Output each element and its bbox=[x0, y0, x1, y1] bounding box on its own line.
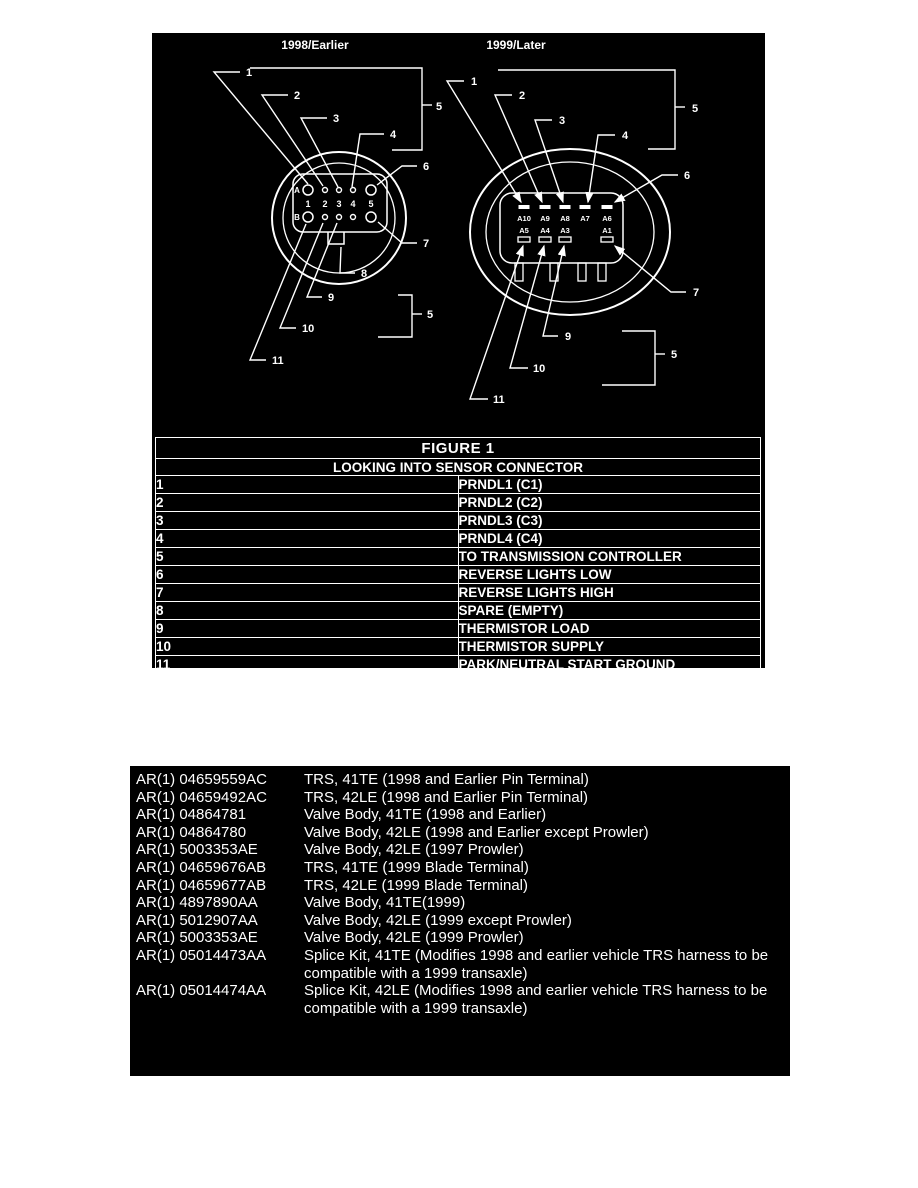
pin-number: 10 bbox=[156, 638, 459, 656]
callout-label: 1 bbox=[471, 76, 478, 88]
part-description: TRS, 41TE (1999 Blade Terminal) bbox=[304, 858, 529, 876]
pin-label: 2 bbox=[322, 199, 328, 209]
connector-diagrams bbox=[152, 33, 765, 437]
parts-list-row bbox=[130, 877, 790, 895]
table-row bbox=[156, 530, 761, 548]
part-number: AR(1) 05014473AA bbox=[136, 946, 267, 964]
parts-list-row bbox=[130, 789, 790, 807]
pin-description: THERMISTOR LOAD bbox=[458, 620, 761, 638]
callout-label: 4 bbox=[622, 130, 629, 142]
figure-title: FIGURE 1 bbox=[156, 438, 761, 459]
callout-label: 11 bbox=[272, 355, 284, 367]
pin-description: PRNDL2 (C2) bbox=[458, 494, 761, 512]
callout-label: 9 bbox=[328, 292, 335, 304]
parts-list-row bbox=[130, 982, 790, 1017]
bracket-5-top bbox=[498, 70, 675, 149]
table-row bbox=[156, 620, 761, 638]
pin-description: THERMISTOR SUPPLY bbox=[458, 638, 761, 656]
pin-label: 1 bbox=[305, 199, 311, 209]
pin-label: A4 bbox=[540, 226, 550, 235]
pin-description: REVERSE LIGHTS LOW bbox=[458, 566, 761, 584]
callout-label: 5 bbox=[671, 349, 678, 361]
figure-legend-table bbox=[155, 437, 761, 674]
blade-terminals-top bbox=[519, 205, 613, 209]
part-description: Splice Kit, 41TE (Modifies 1998 and earlier vehicle TRS harness to be compatible with a 1999 transaxle) bbox=[304, 946, 769, 982]
pin-label: A10 bbox=[517, 214, 531, 223]
part-number: AR(1) 05014474AA bbox=[136, 982, 267, 1000]
parts-list-row bbox=[130, 824, 790, 842]
pin-number: 3 bbox=[156, 512, 459, 530]
parts-list-row bbox=[130, 771, 790, 789]
table-row bbox=[156, 512, 761, 530]
housing-tabs bbox=[515, 263, 606, 281]
callout-label: 9 bbox=[565, 331, 572, 343]
pin-label: A9 bbox=[540, 214, 550, 223]
diagram-title-1998: 1998/Earlier bbox=[281, 38, 349, 52]
pin-label: B bbox=[294, 213, 300, 222]
part-description: TRS, 42LE (1998 and Earlier Pin Terminal) bbox=[304, 788, 589, 806]
blade-labels-bottom bbox=[519, 226, 612, 235]
callout-label: 10 bbox=[533, 363, 546, 375]
callout-numbers bbox=[471, 76, 699, 406]
part-description: Valve Body, 41TE (1998 and Earlier) bbox=[304, 806, 547, 824]
connector-figure-panel bbox=[152, 33, 765, 672]
parts-list-row bbox=[130, 947, 790, 982]
pin-label: 5 bbox=[368, 199, 374, 209]
pin-description: PARK/NEUTRAL START GROUND bbox=[458, 656, 761, 674]
part-description: Valve Body, 42LE (1997 Prowler) bbox=[304, 841, 524, 859]
pin-description: PRNDL4 (C4) bbox=[458, 530, 761, 548]
pin-number: 2 bbox=[156, 494, 459, 512]
pin-number: 11 bbox=[156, 656, 459, 674]
part-number: AR(1) 04659559AC bbox=[136, 771, 267, 788]
pin-label: 4 bbox=[350, 199, 356, 209]
pin-row-labels bbox=[294, 186, 373, 222]
parts-list-row bbox=[130, 841, 790, 859]
pin-label: A5 bbox=[519, 226, 529, 235]
callout-label: 10 bbox=[302, 323, 315, 335]
pin-description: PRNDL1 (C1) bbox=[458, 476, 761, 494]
callout-label: 2 bbox=[294, 90, 301, 102]
connector-1999-diagram bbox=[447, 38, 699, 406]
pin-label: A bbox=[294, 186, 300, 195]
connector-outer-ring bbox=[272, 152, 406, 284]
table-row bbox=[156, 656, 761, 674]
blade-labels-top bbox=[517, 214, 612, 223]
part-number: AR(1) 04659677AB bbox=[136, 876, 267, 894]
pin-description: REVERSE LIGHTS HIGH bbox=[458, 584, 761, 602]
callout-label: 3 bbox=[559, 115, 566, 127]
callout-label: 4 bbox=[390, 129, 397, 141]
pin-description: PRNDL3 (C3) bbox=[458, 512, 761, 530]
part-number: AR(1) 5003353AE bbox=[136, 929, 258, 947]
callout-label: 5 bbox=[436, 101, 443, 113]
callout-label: 2 bbox=[519, 90, 526, 102]
pin-number: 7 bbox=[156, 584, 459, 602]
part-description: Valve Body, 42LE (1999 Prowler) bbox=[304, 929, 524, 947]
table-row bbox=[156, 602, 761, 620]
pin-label: 3 bbox=[336, 199, 342, 209]
part-number: AR(1) 04659492AC bbox=[136, 788, 267, 806]
pin-number: 6 bbox=[156, 566, 459, 584]
callout-label: 5 bbox=[427, 309, 434, 321]
part-number: AR(1) 5012907AA bbox=[136, 911, 258, 929]
parts-list-row bbox=[130, 859, 790, 877]
table-row bbox=[156, 548, 761, 566]
callout-label: 7 bbox=[423, 238, 430, 250]
bracket-5-bottom bbox=[378, 295, 412, 337]
part-description: Splice Kit, 42LE (Modifies 1998 and earlier vehicle TRS harness to be compatible with a 1999 transaxle) bbox=[304, 982, 768, 1017]
callout-numbers bbox=[246, 67, 442, 367]
pin-number: 5 bbox=[156, 548, 459, 566]
bracket-5-bottom bbox=[602, 331, 655, 385]
part-description: TRS, 41TE (1998 and Earlier Pin Terminal) bbox=[304, 771, 589, 788]
parts-list-panel bbox=[130, 766, 790, 1076]
part-description: Valve Body, 42LE (1998 and Earlier except Prowler) bbox=[304, 823, 649, 841]
callout-label: 5 bbox=[692, 103, 699, 115]
pin-description: TO TRANSMISSION CONTROLLER bbox=[458, 548, 761, 566]
pin-number: 8 bbox=[156, 602, 459, 620]
parts-list-row bbox=[130, 912, 790, 930]
pin-label: A8 bbox=[560, 214, 570, 223]
part-description: Valve Body, 42LE (1999 except Prowler) bbox=[304, 911, 572, 929]
parts-list-row bbox=[130, 929, 790, 947]
table-row bbox=[156, 566, 761, 584]
part-description: TRS, 42LE (1999 Blade Terminal) bbox=[304, 876, 529, 894]
table-row bbox=[156, 584, 761, 602]
pin-number: 4 bbox=[156, 530, 459, 548]
part-number: AR(1) 04864781 bbox=[136, 806, 247, 824]
part-number: AR(1) 04659676AB bbox=[136, 858, 267, 876]
callout-label: 6 bbox=[684, 170, 691, 182]
part-description: Valve Body, 41TE(1999) bbox=[304, 894, 466, 912]
callout-label: 3 bbox=[333, 113, 340, 125]
callout-label: 11 bbox=[493, 394, 505, 406]
pin-label: A7 bbox=[580, 214, 590, 223]
table-row bbox=[156, 476, 761, 494]
part-number: AR(1) 04864780 bbox=[136, 823, 247, 841]
pin-label: A6 bbox=[602, 214, 612, 223]
table-row bbox=[156, 638, 761, 656]
pin-number: 9 bbox=[156, 620, 459, 638]
pin-description: SPARE (EMPTY) bbox=[458, 602, 761, 620]
callout-label: 8 bbox=[361, 268, 368, 280]
connector-1998-diagram bbox=[214, 38, 442, 367]
blade-terminals-bottom bbox=[518, 237, 613, 242]
part-number: AR(1) 5003353AE bbox=[136, 841, 258, 859]
diagram-title-1999: 1999/Later bbox=[486, 38, 546, 52]
callout-label: 6 bbox=[423, 161, 430, 173]
parts-list-row bbox=[130, 894, 790, 912]
part-number: AR(1) 4897890AA bbox=[136, 894, 258, 912]
table-row bbox=[156, 494, 761, 512]
pin-label: A1 bbox=[602, 226, 612, 235]
bracket-5-top bbox=[250, 68, 422, 150]
figure-subtitle: LOOKING INTO SENSOR CONNECTOR bbox=[156, 459, 761, 476]
parts-list-row bbox=[130, 806, 790, 824]
pin-label: A3 bbox=[560, 226, 570, 235]
callout-label: 7 bbox=[693, 287, 700, 299]
callout-label: 1 bbox=[246, 67, 253, 79]
leader-lines bbox=[214, 68, 432, 360]
pin-number: 1 bbox=[156, 476, 459, 494]
